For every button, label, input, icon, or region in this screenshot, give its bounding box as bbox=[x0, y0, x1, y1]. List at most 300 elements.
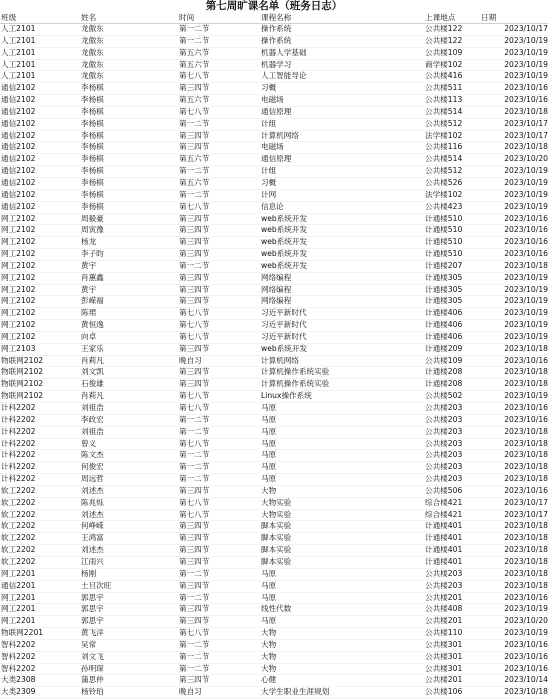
table-row bbox=[0, 24, 548, 36]
location-cell: 公共楼110 bbox=[424, 628, 480, 640]
table-row bbox=[0, 450, 548, 462]
date-cell: 2023/10/19 bbox=[480, 628, 548, 640]
location-cell: 公共楼416 bbox=[424, 71, 480, 83]
class-cell: 人工2101 bbox=[0, 71, 80, 83]
period-cell: 第一二节 bbox=[178, 568, 260, 580]
period-cell: 第三四节 bbox=[178, 545, 260, 557]
date-cell: 2023/10/16 bbox=[480, 639, 548, 651]
period-cell: 第七八节 bbox=[178, 201, 260, 213]
course-cell: 网络编程 bbox=[260, 272, 424, 284]
course-cell: 线性代数 bbox=[260, 604, 424, 616]
table-row bbox=[0, 509, 548, 521]
class-cell: 通信2102 bbox=[0, 201, 80, 213]
class-cell: 软工2202 bbox=[0, 533, 80, 545]
period-cell: 第三四节 bbox=[178, 130, 260, 142]
location-cell: 公共楼408 bbox=[424, 604, 480, 616]
period-cell: 第三四节 bbox=[178, 521, 260, 533]
date-cell: 2023/10/18 bbox=[480, 687, 548, 699]
location-cell: 公共楼514 bbox=[424, 106, 480, 118]
name-cell: 龙傲东 bbox=[80, 71, 178, 83]
course-cell: 计算机操作系统实验 bbox=[260, 367, 424, 379]
name-cell: 刘祖浩 bbox=[80, 426, 178, 438]
period-cell: 第三四节 bbox=[178, 556, 260, 568]
table-row bbox=[0, 556, 548, 568]
course-cell: 通信原理 bbox=[260, 154, 424, 166]
location-cell: 计通楼305 bbox=[424, 296, 480, 308]
table-row bbox=[0, 83, 548, 95]
location-cell: 公共楼203 bbox=[424, 450, 480, 462]
table-row bbox=[0, 47, 548, 59]
table-row bbox=[0, 308, 548, 320]
class-cell: 智科2202 bbox=[0, 651, 80, 663]
name-cell: 李子昀 bbox=[80, 249, 178, 261]
location-cell: 公共楼301 bbox=[424, 651, 480, 663]
table-row bbox=[0, 616, 548, 628]
table-row bbox=[0, 320, 548, 332]
class-cell: 大类2309 bbox=[0, 687, 80, 699]
class-cell: 通信2102 bbox=[0, 95, 80, 107]
name-cell: 陈珺 bbox=[80, 308, 178, 320]
class-cell: 物联网2102 bbox=[0, 379, 80, 391]
class-cell: 物联网2102 bbox=[0, 367, 80, 379]
date-cell: 2023/10/18 bbox=[480, 450, 548, 462]
date-cell: 2023/10/19 bbox=[480, 308, 548, 320]
period-cell: 第三四节 bbox=[178, 533, 260, 545]
date-cell: 2023/10/18 bbox=[480, 367, 548, 379]
name-cell: 黄恒逸 bbox=[80, 320, 178, 332]
class-cell: 网工2102 bbox=[0, 331, 80, 343]
page-title: 第七周旷课名单（班务日志） bbox=[205, 0, 343, 12]
table-row bbox=[0, 225, 548, 237]
course-cell: 通信原理 bbox=[260, 106, 424, 118]
course-cell: 马原 bbox=[260, 462, 424, 474]
location-cell: 公共楼203 bbox=[424, 580, 480, 592]
date-cell: 2023/10/17 bbox=[480, 118, 548, 130]
date-cell: 2023/10/18 bbox=[480, 556, 548, 568]
class-cell: 网工2102 bbox=[0, 272, 80, 284]
course-cell: 马原 bbox=[260, 403, 424, 415]
table-row bbox=[0, 545, 548, 557]
location-cell: 计通楼510 bbox=[424, 249, 480, 261]
period-cell: 晚自习 bbox=[178, 687, 260, 699]
location-cell: 综合楼421 bbox=[424, 509, 480, 521]
table-row bbox=[0, 687, 548, 699]
table-row bbox=[0, 95, 548, 107]
table-row bbox=[0, 35, 548, 47]
table-row bbox=[0, 260, 548, 272]
date-cell: 2023/10/18 bbox=[480, 568, 548, 580]
table-row bbox=[0, 177, 548, 189]
date-cell: 2023/10/17 bbox=[480, 497, 548, 509]
name-cell: 李杨棋 bbox=[80, 142, 178, 154]
location-cell: 计通楼401 bbox=[424, 533, 480, 545]
course-cell: 脚本实验 bbox=[260, 545, 424, 557]
location-cell: 计通楼208 bbox=[424, 367, 480, 379]
location-cell: 综合楼421 bbox=[424, 497, 480, 509]
date-cell: 2023/10/16 bbox=[480, 225, 548, 237]
period-cell: 第三四节 bbox=[178, 272, 260, 284]
table-row bbox=[0, 474, 548, 486]
name-cell: 孙明琛 bbox=[80, 663, 178, 675]
course-cell: 信息论 bbox=[260, 201, 424, 213]
name-cell: 刘文凯 bbox=[80, 367, 178, 379]
date-cell: 2023/10/18 bbox=[480, 462, 548, 474]
date-cell: 2023/10/19 bbox=[480, 47, 548, 59]
date-cell: 2023/10/18 bbox=[480, 438, 548, 450]
class-cell: 物联网2102 bbox=[0, 355, 80, 367]
class-cell: 通信2102 bbox=[0, 118, 80, 130]
location-cell: 计通楼401 bbox=[424, 521, 480, 533]
date-cell: 2023/10/14 bbox=[480, 675, 548, 687]
course-cell: 计组 bbox=[260, 166, 424, 178]
table-row bbox=[0, 284, 548, 296]
location-cell: 计通楼510 bbox=[424, 237, 480, 249]
period-cell: 第五六节 bbox=[178, 154, 260, 166]
name-cell: 李杨棋 bbox=[80, 83, 178, 95]
location-cell: 公共楼201 bbox=[424, 592, 480, 604]
class-cell: 网工2201 bbox=[0, 616, 80, 628]
table-row bbox=[0, 272, 548, 284]
name-cell: 李杨棋 bbox=[80, 118, 178, 130]
table-row bbox=[0, 639, 548, 651]
date-cell: 2023/10/16 bbox=[480, 213, 548, 225]
date-cell: 2023/10/18 bbox=[480, 521, 548, 533]
period-cell: 第五六节 bbox=[178, 177, 260, 189]
location-cell: 公共楼106 bbox=[424, 687, 480, 699]
date-cell: 2023/10/18 bbox=[480, 379, 548, 391]
location-cell: 计通楼406 bbox=[424, 308, 480, 320]
table-row bbox=[0, 367, 548, 379]
period-cell: 第七八节 bbox=[178, 509, 260, 521]
name-cell: 杨铃珀 bbox=[80, 687, 178, 699]
table-row bbox=[0, 497, 548, 509]
table-row bbox=[0, 142, 548, 154]
name-cell: 李杨棋 bbox=[80, 106, 178, 118]
class-cell: 智科2202 bbox=[0, 663, 80, 675]
class-cell: 软工2202 bbox=[0, 497, 80, 509]
table-row bbox=[0, 213, 548, 225]
location-cell: 计通楼406 bbox=[424, 320, 480, 332]
date-cell: 2023/10/19 bbox=[480, 177, 548, 189]
class-cell: 网工2102 bbox=[0, 284, 80, 296]
date-cell: 2023/10/19 bbox=[480, 201, 548, 213]
location-cell: 公共楼502 bbox=[424, 391, 480, 403]
location-cell: 公共楼512 bbox=[424, 166, 480, 178]
table-row bbox=[0, 130, 548, 142]
period-cell: 晚自习 bbox=[178, 355, 260, 367]
course-cell: web系统开发 bbox=[260, 343, 424, 355]
table-row bbox=[0, 580, 548, 592]
class-cell: 物联网2201 bbox=[0, 628, 80, 640]
period-cell: 第七八节 bbox=[178, 497, 260, 509]
class-cell: 网工2102 bbox=[0, 320, 80, 332]
column-header-class: 班级 bbox=[0, 13, 80, 24]
class-cell: 网工2102 bbox=[0, 296, 80, 308]
period-cell: 第三四节 bbox=[178, 604, 260, 616]
location-cell: 公共楼203 bbox=[424, 414, 480, 426]
location-cell: 计通楼406 bbox=[424, 331, 480, 343]
course-cell: 习概 bbox=[260, 83, 424, 95]
class-cell: 通信2102 bbox=[0, 166, 80, 178]
location-cell: 商学楼102 bbox=[424, 59, 480, 71]
class-cell: 软工2202 bbox=[0, 556, 80, 568]
table-row bbox=[0, 628, 548, 640]
period-cell: 第七八节 bbox=[178, 403, 260, 415]
course-cell: 计网 bbox=[260, 189, 424, 201]
table-row bbox=[0, 592, 548, 604]
date-cell: 2023/10/17 bbox=[480, 130, 548, 142]
name-cell: 龙傲东 bbox=[80, 35, 178, 47]
table-row bbox=[0, 154, 548, 166]
location-cell: 公共楼203 bbox=[424, 474, 480, 486]
table-row bbox=[0, 189, 548, 201]
course-cell: 计算机网络 bbox=[260, 130, 424, 142]
table-row bbox=[0, 71, 548, 83]
course-cell: Linux操作系统 bbox=[260, 391, 424, 403]
name-cell: 向卓 bbox=[80, 331, 178, 343]
class-cell: 物联网2102 bbox=[0, 391, 80, 403]
course-cell: 习概 bbox=[260, 177, 424, 189]
name-cell: 李杨棋 bbox=[80, 130, 178, 142]
period-cell: 第一二节 bbox=[178, 663, 260, 675]
date-cell: 2023/10/17 bbox=[480, 509, 548, 521]
location-cell: 公共楼122 bbox=[424, 24, 480, 36]
name-cell: 李杨棋 bbox=[80, 201, 178, 213]
location-cell: 公共楼122 bbox=[424, 35, 480, 47]
course-cell: 脚本实验 bbox=[260, 521, 424, 533]
date-cell: 2023/10/18 bbox=[480, 580, 548, 592]
name-cell: 李杨棋 bbox=[80, 177, 178, 189]
location-cell: 公共楼423 bbox=[424, 201, 480, 213]
course-cell: web系统开发 bbox=[260, 225, 424, 237]
name-cell: 杨龙 bbox=[80, 237, 178, 249]
date-cell: 2023/10/16 bbox=[480, 414, 548, 426]
name-cell: 肖莉凡 bbox=[80, 355, 178, 367]
table-row bbox=[0, 438, 548, 450]
course-cell: 机器人学基础 bbox=[260, 47, 424, 59]
class-cell: 计科2202 bbox=[0, 403, 80, 415]
table-row bbox=[0, 533, 548, 545]
period-cell: 第七八节 bbox=[178, 331, 260, 343]
period-cell: 第一二节 bbox=[178, 24, 260, 36]
absence-table bbox=[0, 13, 548, 699]
name-cell: 曾义 bbox=[80, 438, 178, 450]
name-cell: 肖蕙鑫 bbox=[80, 272, 178, 284]
period-cell: 第五六节 bbox=[178, 95, 260, 107]
course-cell: 脚本实验 bbox=[260, 556, 424, 568]
name-cell: 刘述杰 bbox=[80, 485, 178, 497]
name-cell: 杨刚 bbox=[80, 568, 178, 580]
location-cell: 公共楼203 bbox=[424, 403, 480, 415]
table-row bbox=[0, 403, 548, 415]
period-cell: 第五六节 bbox=[178, 59, 260, 71]
period-cell: 第三四节 bbox=[178, 249, 260, 261]
class-cell: 通信2102 bbox=[0, 83, 80, 95]
class-cell: 网工2201 bbox=[0, 568, 80, 580]
course-cell: 习近平新时代 bbox=[260, 320, 424, 332]
period-cell: 第三四节 bbox=[178, 367, 260, 379]
class-cell: 软工2202 bbox=[0, 485, 80, 497]
name-cell: 石俊雄 bbox=[80, 379, 178, 391]
course-cell: 计算机操作系统实验 bbox=[260, 379, 424, 391]
name-cell: 刘文飞 bbox=[80, 651, 178, 663]
name-cell: 吴常 bbox=[80, 639, 178, 651]
period-cell: 第七八节 bbox=[178, 320, 260, 332]
name-cell: 龙傲东 bbox=[80, 24, 178, 36]
course-cell: 计算机网络 bbox=[260, 355, 424, 367]
course-cell: 马原 bbox=[260, 616, 424, 628]
class-cell: 通信2102 bbox=[0, 154, 80, 166]
class-cell: 通信2102 bbox=[0, 189, 80, 201]
location-cell: 公共楼301 bbox=[424, 639, 480, 651]
date-cell: 2023/10/19 bbox=[480, 391, 548, 403]
date-cell: 2023/10/19 bbox=[480, 272, 548, 284]
class-cell: 网工2102 bbox=[0, 225, 80, 237]
table-row bbox=[0, 106, 548, 118]
location-cell: 计通楼401 bbox=[424, 556, 480, 568]
date-cell: 2023/10/16 bbox=[480, 249, 548, 261]
date-cell: 2023/10/19 bbox=[480, 166, 548, 178]
period-cell: 第三四节 bbox=[178, 237, 260, 249]
course-cell: 马原 bbox=[260, 414, 424, 426]
name-cell: 周毅豪 bbox=[80, 213, 178, 225]
date-cell: 2023/10/18 bbox=[480, 474, 548, 486]
date-cell: 2023/10/19 bbox=[480, 331, 548, 343]
location-cell: 计通楼510 bbox=[424, 225, 480, 237]
course-cell: 马原 bbox=[260, 474, 424, 486]
location-cell: 公共楼514 bbox=[424, 154, 480, 166]
location-cell: 公共楼301 bbox=[424, 663, 480, 675]
period-cell: 第三四节 bbox=[178, 83, 260, 95]
date-cell: 2023/10/19 bbox=[480, 35, 548, 47]
class-cell: 网工2102 bbox=[0, 260, 80, 272]
course-cell: web系统开发 bbox=[260, 249, 424, 261]
location-cell: 公共楼201 bbox=[424, 675, 480, 687]
course-cell: 大物 bbox=[260, 485, 424, 497]
location-cell: 计通楼401 bbox=[424, 545, 480, 557]
name-cell: 李政宏 bbox=[80, 414, 178, 426]
period-cell: 第三四节 bbox=[178, 580, 260, 592]
date-cell: 2023/10/20 bbox=[480, 616, 548, 628]
period-cell: 第三四节 bbox=[178, 213, 260, 225]
table-row bbox=[0, 166, 548, 178]
class-cell: 通信2102 bbox=[0, 142, 80, 154]
location-cell: 计通楼510 bbox=[424, 213, 480, 225]
class-cell: 软工2202 bbox=[0, 509, 80, 521]
course-cell: 马原 bbox=[260, 592, 424, 604]
course-cell: 电磁场 bbox=[260, 95, 424, 107]
class-cell: 计科2202 bbox=[0, 462, 80, 474]
period-cell: 第七八节 bbox=[178, 391, 260, 403]
course-cell: 网络编程 bbox=[260, 284, 424, 296]
course-cell: 机器学习 bbox=[260, 59, 424, 71]
course-cell: 网络编程 bbox=[260, 296, 424, 308]
class-cell: 计科2202 bbox=[0, 414, 80, 426]
date-cell: 2023/10/18 bbox=[480, 426, 548, 438]
table-row bbox=[0, 651, 548, 663]
location-cell: 公共楼113 bbox=[424, 95, 480, 107]
course-cell: 操作系统 bbox=[260, 35, 424, 47]
date-cell: 2023/10/19 bbox=[480, 320, 548, 332]
period-cell: 第三四节 bbox=[178, 296, 260, 308]
name-cell: 郭思宇 bbox=[80, 616, 178, 628]
table-row bbox=[0, 663, 548, 675]
class-cell: 通信2102 bbox=[0, 130, 80, 142]
date-cell: 2023/10/17 bbox=[480, 24, 548, 36]
class-cell: 网工2201 bbox=[0, 604, 80, 616]
course-cell: 习近平新时代 bbox=[260, 331, 424, 343]
period-cell: 第一二节 bbox=[178, 462, 260, 474]
class-cell: 人工2101 bbox=[0, 24, 80, 36]
period-cell: 第三四节 bbox=[178, 225, 260, 237]
period-cell: 第七八节 bbox=[178, 438, 260, 450]
location-cell: 公共楼109 bbox=[424, 47, 480, 59]
period-cell: 第三四节 bbox=[178, 343, 260, 355]
table-row bbox=[0, 485, 548, 497]
table-row bbox=[0, 391, 548, 403]
course-cell: web系统开发 bbox=[260, 213, 424, 225]
course-cell: 心健 bbox=[260, 675, 424, 687]
class-cell: 网工2102 bbox=[0, 249, 80, 261]
table-row bbox=[0, 604, 548, 616]
period-cell: 第七八节 bbox=[178, 628, 260, 640]
name-cell: 黄飞洋 bbox=[80, 628, 178, 640]
location-cell: 计通楼305 bbox=[424, 272, 480, 284]
period-cell: 第一二节 bbox=[178, 189, 260, 201]
column-header-period: 时间 bbox=[178, 13, 260, 24]
name-cell: 彭嵘福 bbox=[80, 296, 178, 308]
name-cell: 肖莉凡 bbox=[80, 391, 178, 403]
class-cell: 网工2103 bbox=[0, 343, 80, 355]
table-row bbox=[0, 118, 548, 130]
date-cell: 2023/10/18 bbox=[480, 533, 548, 545]
class-cell: 网工2201 bbox=[0, 592, 80, 604]
period-cell: 第七八节 bbox=[178, 71, 260, 83]
class-cell: 智科2202 bbox=[0, 639, 80, 651]
location-cell: 公共楼511 bbox=[424, 83, 480, 95]
date-cell: 2023/10/18 bbox=[480, 260, 548, 272]
table-row bbox=[0, 237, 548, 249]
name-cell: 李杨棋 bbox=[80, 154, 178, 166]
name-cell: 刘祖浩 bbox=[80, 403, 178, 415]
name-cell: 龙傲东 bbox=[80, 59, 178, 71]
class-cell: 计科2202 bbox=[0, 438, 80, 450]
date-cell: 2023/10/18 bbox=[480, 142, 548, 154]
class-cell: 网工2102 bbox=[0, 237, 80, 249]
name-cell: 李杨棋 bbox=[80, 166, 178, 178]
column-header-date: 日期 bbox=[480, 13, 548, 24]
course-cell: 大物 bbox=[260, 663, 424, 675]
name-cell: 周寅豫 bbox=[80, 225, 178, 237]
location-cell: 公共楼203 bbox=[424, 568, 480, 580]
location-cell: 法学楼102 bbox=[424, 189, 480, 201]
course-cell: 马原 bbox=[260, 426, 424, 438]
period-cell: 第一二节 bbox=[178, 651, 260, 663]
name-cell: 王鸿富 bbox=[80, 533, 178, 545]
course-cell: 人工智能导论 bbox=[260, 71, 424, 83]
name-cell: 刘述杰 bbox=[80, 545, 178, 557]
class-cell: 计科2202 bbox=[0, 426, 80, 438]
date-cell: 2023/10/20 bbox=[480, 154, 548, 166]
table-row bbox=[0, 379, 548, 391]
table-row bbox=[0, 296, 548, 308]
course-cell: 计组 bbox=[260, 118, 424, 130]
name-cell: 周远哲 bbox=[80, 474, 178, 486]
location-cell: 公共楼109 bbox=[424, 355, 480, 367]
date-cell: 2023/10/16 bbox=[480, 403, 548, 415]
date-cell: 2023/10/16 bbox=[480, 485, 548, 497]
table-header-row bbox=[0, 13, 548, 24]
